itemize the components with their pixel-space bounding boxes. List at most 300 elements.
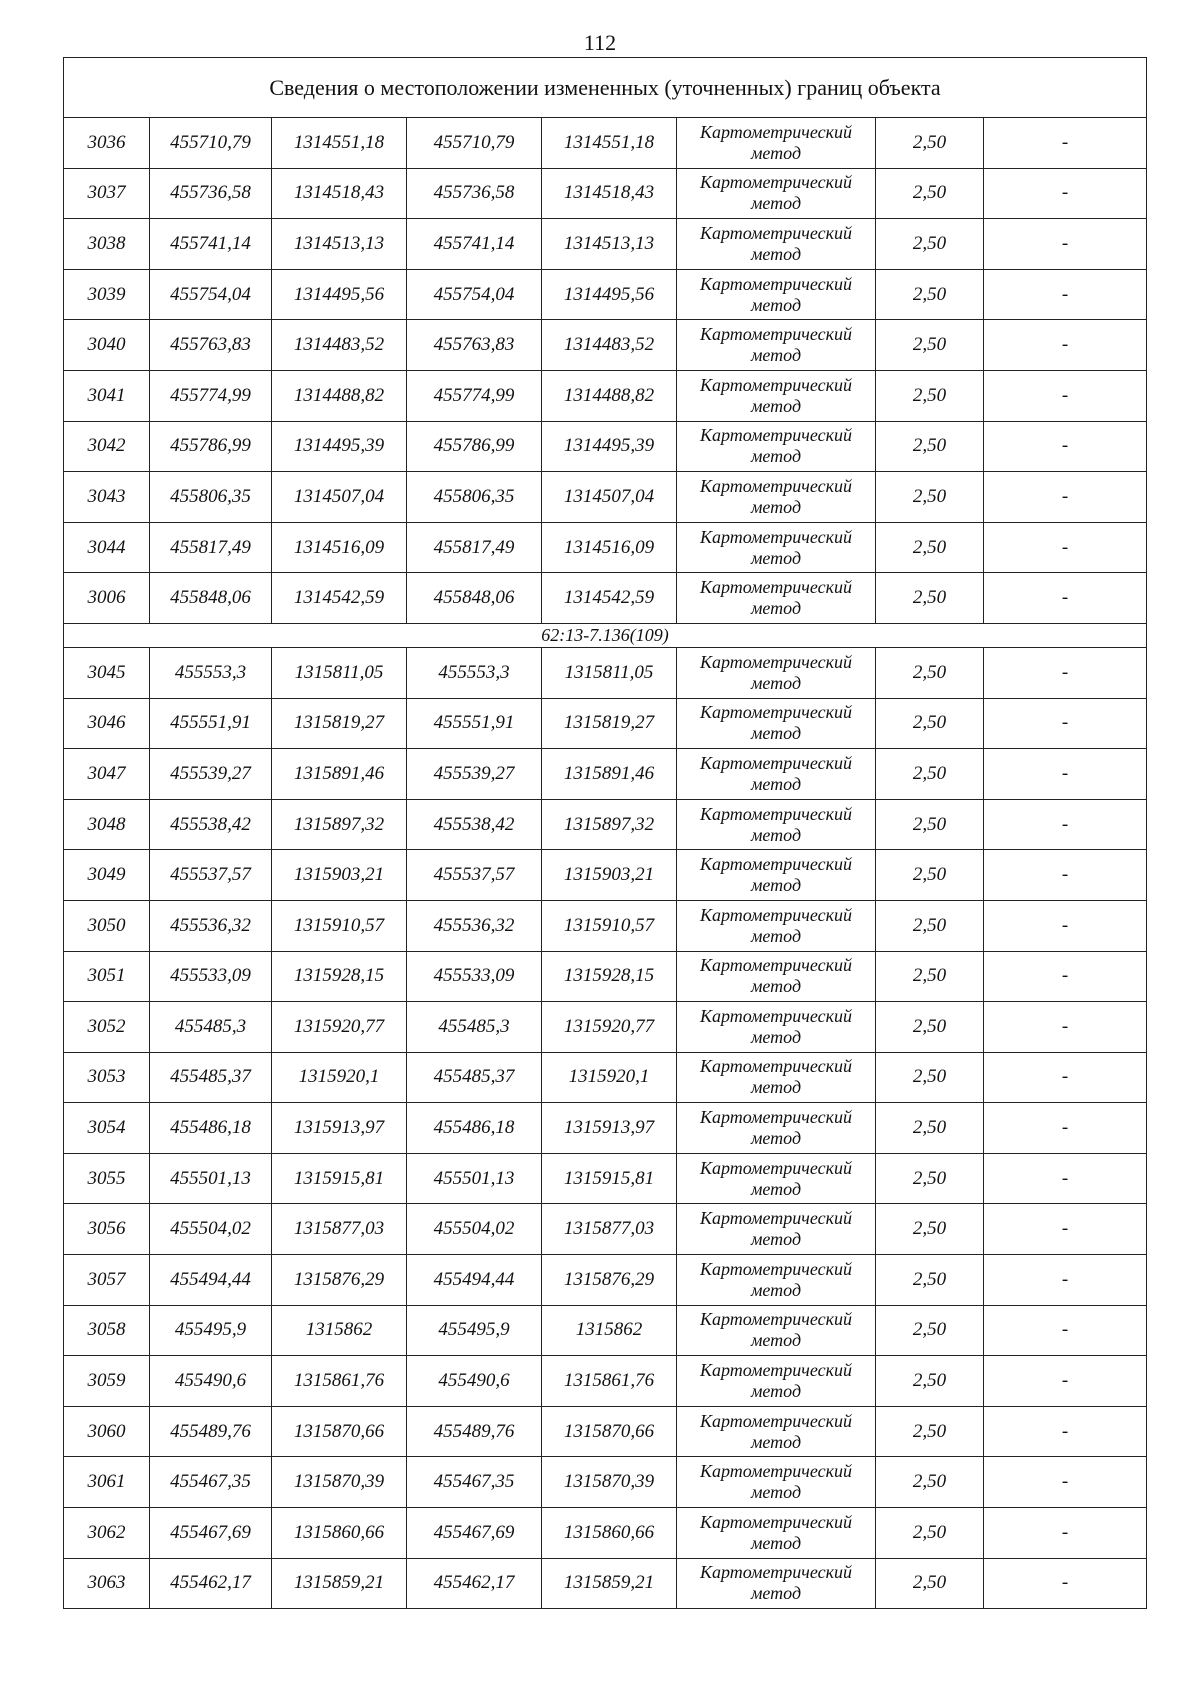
- note-cell: -: [984, 269, 1147, 320]
- point-id-cell: 3042: [64, 421, 150, 472]
- method-cell: [677, 219, 876, 270]
- table-row: [64, 850, 1147, 901]
- table-row: [64, 472, 1147, 523]
- point-id-cell: 3051: [64, 951, 150, 1002]
- y-old-cell: 1315862: [272, 1305, 407, 1356]
- method-cell: [677, 168, 876, 219]
- table-title-row: [64, 58, 1147, 118]
- y-new-cell: 1315877,03: [542, 1204, 677, 1255]
- y-old-cell: 1315903,21: [272, 850, 407, 901]
- accuracy-cell: 2,50: [876, 1508, 984, 1559]
- y-old-cell: 1315811,05: [272, 647, 407, 698]
- x-new-cell: 455848,06: [407, 573, 542, 624]
- y-old-cell: 1315870,39: [272, 1457, 407, 1508]
- table-row: [64, 698, 1147, 749]
- y-new-cell: 1315870,66: [542, 1406, 677, 1457]
- point-id-cell: 3045: [64, 647, 150, 698]
- y-old-cell: 1314495,56: [272, 269, 407, 320]
- method-line-2: метод: [750, 773, 802, 794]
- table-row: [64, 421, 1147, 472]
- point-id-cell: 3006: [64, 573, 150, 624]
- method-line-2: метод: [750, 1178, 802, 1199]
- method-line-2: метод: [750, 824, 802, 845]
- accuracy-cell: 2,50: [876, 1153, 984, 1204]
- note-cell: -: [984, 1305, 1147, 1356]
- method-line-2: метод: [750, 1128, 802, 1149]
- accuracy-cell: 2,50: [876, 698, 984, 749]
- method-line-2: метод: [750, 142, 802, 163]
- accuracy-cell: 2,50: [876, 219, 984, 270]
- method-cell: [677, 951, 876, 1002]
- y-new-cell: 1315920,77: [542, 1002, 677, 1053]
- accuracy-cell: 2,50: [876, 1457, 984, 1508]
- x-old-cell: 455536,32: [150, 900, 272, 951]
- note-cell: -: [984, 1457, 1147, 1508]
- note-cell: -: [984, 472, 1147, 523]
- x-new-cell: 455485,37: [407, 1052, 542, 1103]
- x-new-cell: 455736,58: [407, 168, 542, 219]
- point-id-cell: 3041: [64, 370, 150, 421]
- note-cell: -: [984, 951, 1147, 1002]
- y-old-cell: 1314516,09: [272, 522, 407, 573]
- x-old-cell: 455537,57: [150, 850, 272, 901]
- note-cell: -: [984, 1153, 1147, 1204]
- x-new-cell: 455536,32: [407, 900, 542, 951]
- note-cell: -: [984, 573, 1147, 624]
- method-line-2: метод: [750, 1026, 802, 1047]
- x-old-cell: 455486,18: [150, 1103, 272, 1154]
- method-line-1: Картометрический: [699, 475, 852, 496]
- accuracy-cell: 2,50: [876, 1305, 984, 1356]
- method-line-2: метод: [750, 1330, 802, 1351]
- method-line-2: метод: [750, 976, 802, 997]
- table-row: [64, 118, 1147, 169]
- y-new-cell: 1315913,97: [542, 1103, 677, 1154]
- y-old-cell: 1314513,13: [272, 219, 407, 270]
- point-id-cell: 3058: [64, 1305, 150, 1356]
- y-old-cell: 1314507,04: [272, 472, 407, 523]
- method-cell: [677, 472, 876, 523]
- method-cell: [677, 370, 876, 421]
- x-new-cell: 455806,35: [407, 472, 542, 523]
- method-line-1: Картометрический: [699, 651, 852, 672]
- table-row: [64, 1508, 1147, 1559]
- method-line-1: Картометрический: [699, 1258, 852, 1279]
- note-cell: -: [984, 320, 1147, 371]
- y-old-cell: 1315915,81: [272, 1153, 407, 1204]
- accuracy-cell: 2,50: [876, 168, 984, 219]
- note-cell: -: [984, 749, 1147, 800]
- note-cell: -: [984, 421, 1147, 472]
- note-cell: -: [984, 1204, 1147, 1255]
- y-new-cell: 1315861,76: [542, 1356, 677, 1407]
- point-id-cell: 3050: [64, 900, 150, 951]
- y-new-cell: 1315811,05: [542, 647, 677, 698]
- method-line-1: Картометрический: [699, 1056, 852, 1077]
- method-line-2: метод: [750, 1077, 802, 1098]
- y-old-cell: 1314518,43: [272, 168, 407, 219]
- table-row: [64, 1356, 1147, 1407]
- method-line-1: Картометрический: [699, 955, 852, 976]
- note-cell: -: [984, 1052, 1147, 1103]
- method-line-1: Картометрический: [699, 803, 852, 824]
- y-old-cell: 1315861,76: [272, 1356, 407, 1407]
- note-cell: -: [984, 1103, 1147, 1154]
- method-cell: [677, 1558, 876, 1609]
- method-cell: [677, 1255, 876, 1306]
- point-id-cell: 3062: [64, 1508, 150, 1559]
- x-old-cell: 455467,35: [150, 1457, 272, 1508]
- point-id-cell: 3055: [64, 1153, 150, 1204]
- method-line-2: метод: [750, 875, 802, 896]
- method-line-2: метод: [750, 547, 802, 568]
- method-line-1: Картометрический: [699, 374, 852, 395]
- x-old-cell: 455710,79: [150, 118, 272, 169]
- note-cell: -: [984, 1558, 1147, 1609]
- table-row: [64, 320, 1147, 371]
- point-id-cell: 3040: [64, 320, 150, 371]
- point-id-cell: 3043: [64, 472, 150, 523]
- y-new-cell: 1314513,13: [542, 219, 677, 270]
- note-cell: -: [984, 1508, 1147, 1559]
- method-line-2: метод: [750, 395, 802, 416]
- point-id-cell: 3038: [64, 219, 150, 270]
- method-line-2: метод: [750, 598, 802, 619]
- accuracy-cell: 2,50: [876, 1406, 984, 1457]
- note-cell: -: [984, 850, 1147, 901]
- x-new-cell: 455754,04: [407, 269, 542, 320]
- table-row: [64, 219, 1147, 270]
- table-row: [64, 1457, 1147, 1508]
- accuracy-cell: 2,50: [876, 1204, 984, 1255]
- table-row: [64, 1204, 1147, 1255]
- x-old-cell: 455806,35: [150, 472, 272, 523]
- note-cell: -: [984, 698, 1147, 749]
- note-cell: -: [984, 219, 1147, 270]
- method-cell: [677, 1406, 876, 1457]
- y-new-cell: 1315876,29: [542, 1255, 677, 1306]
- y-old-cell: 1315891,46: [272, 749, 407, 800]
- x-new-cell: 455490,6: [407, 1356, 542, 1407]
- method-cell: [677, 1002, 876, 1053]
- method-line-2: метод: [750, 1229, 802, 1250]
- note-cell: -: [984, 799, 1147, 850]
- point-id-cell: 3057: [64, 1255, 150, 1306]
- y-old-cell: 1315876,29: [272, 1255, 407, 1306]
- method-cell: [677, 118, 876, 169]
- method-line-2: метод: [750, 1381, 802, 1402]
- point-id-cell: 3037: [64, 168, 150, 219]
- point-id-cell: 3046: [64, 698, 150, 749]
- method-line-1: Картометрический: [699, 577, 852, 598]
- note-cell: -: [984, 900, 1147, 951]
- x-old-cell: 455489,76: [150, 1406, 272, 1457]
- table-title: Сведения о местоположении измененных (уточненных) границ объекта: [64, 58, 1147, 118]
- point-id-cell: 3036: [64, 118, 150, 169]
- table-row: [64, 573, 1147, 624]
- note-cell: -: [984, 1255, 1147, 1306]
- accuracy-cell: 2,50: [876, 900, 984, 951]
- method-line-2: метод: [750, 925, 802, 946]
- method-line-1: Картометрический: [699, 324, 852, 345]
- x-new-cell: 455551,91: [407, 698, 542, 749]
- method-line-1: Картометрический: [699, 1107, 852, 1128]
- x-old-cell: 455462,17: [150, 1558, 272, 1609]
- method-line-1: Картометрический: [699, 1410, 852, 1431]
- method-line-2: метод: [750, 193, 802, 214]
- point-id-cell: 3052: [64, 1002, 150, 1053]
- note-cell: -: [984, 168, 1147, 219]
- y-old-cell: 1315860,66: [272, 1508, 407, 1559]
- point-id-cell: 3053: [64, 1052, 150, 1103]
- x-new-cell: 455774,99: [407, 370, 542, 421]
- method-line-2: метод: [750, 1583, 802, 1604]
- method-line-2: метод: [750, 243, 802, 264]
- method-cell: [677, 850, 876, 901]
- table-row: [64, 1052, 1147, 1103]
- x-new-cell: 455763,83: [407, 320, 542, 371]
- point-id-cell: 3060: [64, 1406, 150, 1457]
- method-cell: [677, 1153, 876, 1204]
- x-new-cell: 455495,9: [407, 1305, 542, 1356]
- y-old-cell: 1315859,21: [272, 1558, 407, 1609]
- y-old-cell: 1315870,66: [272, 1406, 407, 1457]
- x-old-cell: 455533,09: [150, 951, 272, 1002]
- x-old-cell: 455553,3: [150, 647, 272, 698]
- y-new-cell: 1315891,46: [542, 749, 677, 800]
- y-new-cell: 1314551,18: [542, 118, 677, 169]
- accuracy-cell: 2,50: [876, 370, 984, 421]
- method-cell: [677, 269, 876, 320]
- x-new-cell: 455489,76: [407, 1406, 542, 1457]
- y-new-cell: 1315862: [542, 1305, 677, 1356]
- method-line-2: метод: [750, 672, 802, 693]
- x-new-cell: 455537,57: [407, 850, 542, 901]
- note-cell: -: [984, 118, 1147, 169]
- accuracy-cell: 2,50: [876, 1103, 984, 1154]
- accuracy-cell: 2,50: [876, 799, 984, 850]
- method-line-2: метод: [750, 1279, 802, 1300]
- method-line-1: Картометрический: [699, 1511, 852, 1532]
- x-old-cell: 455485,3: [150, 1002, 272, 1053]
- method-cell: [677, 1508, 876, 1559]
- x-old-cell: 455763,83: [150, 320, 272, 371]
- table-row: [64, 522, 1147, 573]
- method-cell: [677, 647, 876, 698]
- y-new-cell: 1314495,39: [542, 421, 677, 472]
- method-line-2: метод: [750, 496, 802, 517]
- x-old-cell: 455490,6: [150, 1356, 272, 1407]
- accuracy-cell: 2,50: [876, 118, 984, 169]
- method-line-2: метод: [750, 723, 802, 744]
- method-cell: [677, 522, 876, 573]
- y-old-cell: 1315910,57: [272, 900, 407, 951]
- table-row: [64, 168, 1147, 219]
- x-new-cell: 455710,79: [407, 118, 542, 169]
- accuracy-cell: 2,50: [876, 1558, 984, 1609]
- method-cell: [677, 749, 876, 800]
- boundary-coordinates-table: [63, 57, 1147, 1609]
- y-new-cell: 1315920,1: [542, 1052, 677, 1103]
- section-header-row: [64, 623, 1147, 647]
- x-old-cell: 455551,91: [150, 698, 272, 749]
- y-new-cell: 1315870,39: [542, 1457, 677, 1508]
- x-new-cell: 455741,14: [407, 219, 542, 270]
- note-cell: -: [984, 1002, 1147, 1053]
- x-old-cell: 455786,99: [150, 421, 272, 472]
- point-id-cell: 3054: [64, 1103, 150, 1154]
- page-number: 112: [583, 30, 617, 55]
- method-line-1: Картометрический: [699, 1005, 852, 1026]
- method-line-1: Картометрический: [699, 904, 852, 925]
- table-row: [64, 370, 1147, 421]
- table-row: [64, 647, 1147, 698]
- x-new-cell: 455467,35: [407, 1457, 542, 1508]
- method-cell: [677, 1305, 876, 1356]
- table-row: [64, 1406, 1147, 1457]
- y-old-cell: 1315920,77: [272, 1002, 407, 1053]
- y-new-cell: 1314518,43: [542, 168, 677, 219]
- table-row: [64, 1002, 1147, 1053]
- method-line-1: Картометрический: [699, 1360, 852, 1381]
- x-old-cell: 455538,42: [150, 799, 272, 850]
- method-cell: [677, 573, 876, 624]
- accuracy-cell: 2,50: [876, 951, 984, 1002]
- note-cell: -: [984, 522, 1147, 573]
- accuracy-cell: 2,50: [876, 1052, 984, 1103]
- point-id-cell: 3056: [64, 1204, 150, 1255]
- accuracy-cell: 2,50: [876, 573, 984, 624]
- x-new-cell: 455538,42: [407, 799, 542, 850]
- method-line-1: Картометрический: [699, 222, 852, 243]
- accuracy-cell: 2,50: [876, 647, 984, 698]
- x-old-cell: 455817,49: [150, 522, 272, 573]
- x-new-cell: 455494,44: [407, 1255, 542, 1306]
- accuracy-cell: 2,50: [876, 749, 984, 800]
- x-new-cell: 455539,27: [407, 749, 542, 800]
- y-new-cell: 1314516,09: [542, 522, 677, 573]
- method-line-1: Картометрический: [699, 854, 852, 875]
- x-old-cell: 455494,44: [150, 1255, 272, 1306]
- method-line-1: Картометрический: [699, 425, 852, 446]
- y-new-cell: 1314507,04: [542, 472, 677, 523]
- method-cell: [677, 900, 876, 951]
- x-new-cell: 455553,3: [407, 647, 542, 698]
- x-old-cell: 455774,99: [150, 370, 272, 421]
- x-new-cell: 455501,13: [407, 1153, 542, 1204]
- y-old-cell: 1314483,52: [272, 320, 407, 371]
- point-id-cell: 3063: [64, 1558, 150, 1609]
- method-line-1: Картометрический: [699, 702, 852, 723]
- x-new-cell: 455504,02: [407, 1204, 542, 1255]
- method-line-1: Картометрический: [699, 121, 852, 142]
- x-new-cell: 455533,09: [407, 951, 542, 1002]
- method-line-1: Картометрический: [699, 273, 852, 294]
- accuracy-cell: 2,50: [876, 850, 984, 901]
- method-cell: [677, 1052, 876, 1103]
- y-old-cell: 1315920,1: [272, 1052, 407, 1103]
- x-old-cell: 455848,06: [150, 573, 272, 624]
- accuracy-cell: 2,50: [876, 1255, 984, 1306]
- table-row: [64, 900, 1147, 951]
- y-new-cell: 1314495,56: [542, 269, 677, 320]
- point-id-cell: 3061: [64, 1457, 150, 1508]
- x-old-cell: 455485,37: [150, 1052, 272, 1103]
- x-new-cell: 455462,17: [407, 1558, 542, 1609]
- method-line-1: Картометрический: [699, 752, 852, 773]
- x-old-cell: 455736,58: [150, 168, 272, 219]
- table-row: [64, 269, 1147, 320]
- note-cell: -: [984, 647, 1147, 698]
- y-old-cell: 1315877,03: [272, 1204, 407, 1255]
- accuracy-cell: 2,50: [876, 320, 984, 371]
- point-id-cell: 3059: [64, 1356, 150, 1407]
- x-new-cell: 455467,69: [407, 1508, 542, 1559]
- point-id-cell: 3039: [64, 269, 150, 320]
- table-row: [64, 1305, 1147, 1356]
- x-new-cell: 455817,49: [407, 522, 542, 573]
- y-new-cell: 1315860,66: [542, 1508, 677, 1559]
- x-old-cell: 455501,13: [150, 1153, 272, 1204]
- x-old-cell: 455754,04: [150, 269, 272, 320]
- table-row: [64, 951, 1147, 1002]
- y-new-cell: 1315910,57: [542, 900, 677, 951]
- x-new-cell: 455485,3: [407, 1002, 542, 1053]
- accuracy-cell: 2,50: [876, 269, 984, 320]
- x-old-cell: 455495,9: [150, 1305, 272, 1356]
- y-new-cell: 1314542,59: [542, 573, 677, 624]
- method-line-2: метод: [750, 1532, 802, 1553]
- method-line-2: метод: [750, 1431, 802, 1452]
- point-id-cell: 3047: [64, 749, 150, 800]
- accuracy-cell: 2,50: [876, 522, 984, 573]
- note-cell: -: [984, 1356, 1147, 1407]
- x-old-cell: 455467,69: [150, 1508, 272, 1559]
- method-line-1: Картометрический: [699, 1562, 852, 1583]
- method-cell: [677, 1204, 876, 1255]
- method-cell: [677, 320, 876, 371]
- method-cell: [677, 799, 876, 850]
- x-new-cell: 455786,99: [407, 421, 542, 472]
- x-old-cell: 455539,27: [150, 749, 272, 800]
- y-old-cell: 1315913,97: [272, 1103, 407, 1154]
- accuracy-cell: 2,50: [876, 472, 984, 523]
- accuracy-cell: 2,50: [876, 1356, 984, 1407]
- table-row: [64, 1255, 1147, 1306]
- x-old-cell: 455504,02: [150, 1204, 272, 1255]
- y-old-cell: 1315928,15: [272, 951, 407, 1002]
- method-cell: [677, 421, 876, 472]
- y-old-cell: 1314488,82: [272, 370, 407, 421]
- method-cell: [677, 698, 876, 749]
- y-new-cell: 1315915,81: [542, 1153, 677, 1204]
- note-cell: -: [984, 370, 1147, 421]
- point-id-cell: 3044: [64, 522, 150, 573]
- method-line-1: Картометрический: [699, 1208, 852, 1229]
- y-old-cell: 1314495,39: [272, 421, 407, 472]
- y-new-cell: 1315897,32: [542, 799, 677, 850]
- table-body: [64, 58, 1147, 1609]
- y-new-cell: 1315928,15: [542, 951, 677, 1002]
- method-cell: [677, 1356, 876, 1407]
- method-line-2: метод: [750, 446, 802, 467]
- table-row: [64, 749, 1147, 800]
- method-cell: [677, 1457, 876, 1508]
- accuracy-cell: 2,50: [876, 1002, 984, 1053]
- method-line-1: Картометрический: [699, 526, 852, 547]
- y-new-cell: 1314488,82: [542, 370, 677, 421]
- table-row: [64, 799, 1147, 850]
